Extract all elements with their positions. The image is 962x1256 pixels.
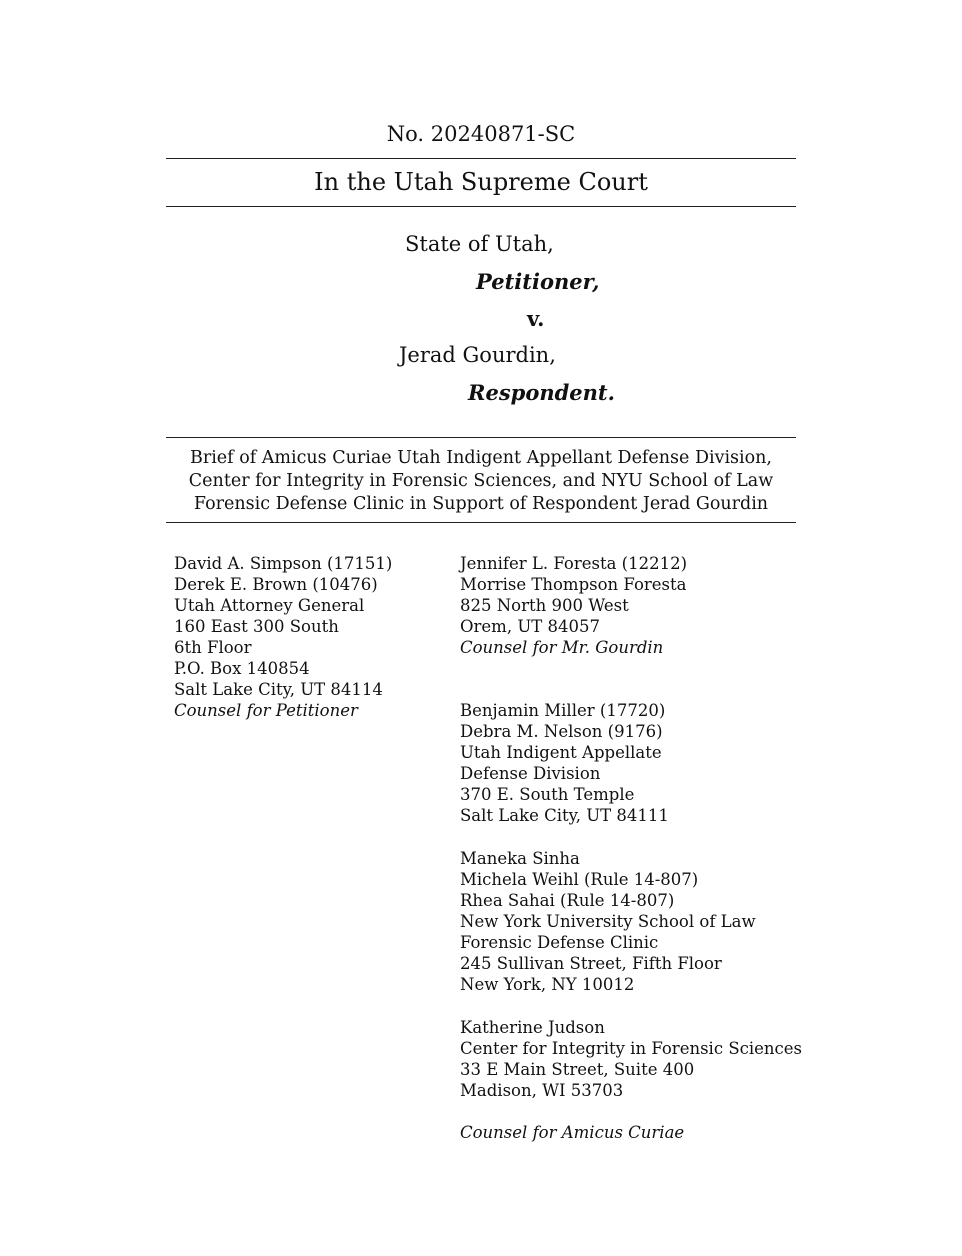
counsel-line: Derek E. Brown (10476) <box>174 575 378 594</box>
counsel-line: Orem, UT 84057 <box>460 617 600 636</box>
counsel-line: Benjamin Miller (17720) <box>460 701 666 720</box>
counsel-line: Utah Attorney General <box>174 596 365 615</box>
respondent-name: Jerad Gourdin, <box>399 343 556 367</box>
counsel-line: P.O. Box 140854 <box>174 659 310 678</box>
versus: v. <box>527 306 545 331</box>
counsel-line: Forensic Defense Clinic <box>460 933 659 952</box>
counsel-line: Morrise Thompson Foresta <box>460 575 687 594</box>
header-rule-bottom <box>166 206 796 207</box>
amicus-counsel-role: Counsel for Amicus Curiae <box>460 1123 685 1142</box>
respondent-counsel-block <box>460 553 687 658</box>
title-rule-bottom <box>166 522 796 523</box>
counsel-line: Center for Integrity in Forensic Sciences <box>460 1039 803 1058</box>
counsel-line: Utah Indigent Appellate <box>460 743 662 762</box>
brief-title-line: Brief of Amicus Curiae Utah Indigent Appellant Defense Division, <box>189 448 772 468</box>
amicus-counsel-group <box>460 1017 802 1101</box>
court-name: In the Utah Supreme Court <box>314 168 648 196</box>
case-number: No. 20240871-SC <box>386 122 576 146</box>
brief-title-line: Forensic Defense Clinic in Support of Respondent Jerad Gourdin <box>193 494 769 514</box>
counsel-line: 6th Floor <box>174 638 252 657</box>
counsel-line: Rhea Sahai (Rule 14-807) <box>460 891 675 910</box>
counsel-line: 245 Sullivan Street, Fifth Floor <box>460 954 722 973</box>
counsel-line: 825 North 900 West <box>460 596 629 615</box>
counsel-line: David A. Simpson (17151) <box>174 554 393 573</box>
respondent-counsel-role: Counsel for Mr. Gourdin <box>460 638 664 657</box>
brief-title <box>166 447 796 516</box>
counsel-line: Madison, WI 53703 <box>460 1081 624 1100</box>
amicus-counsel-group <box>460 848 756 995</box>
counsel-line: 160 East 300 South <box>174 617 339 636</box>
counsel-line: Michela Weihl (Rule 14-807) <box>460 870 699 889</box>
counsel-line: Defense Division <box>460 764 601 783</box>
counsel-line: Katherine Judson <box>460 1018 605 1037</box>
petitioner-counsel-role: Counsel for Petitioner <box>174 701 358 720</box>
respondent-role: Respondent. <box>468 380 615 405</box>
counsel-line: New York, NY 10012 <box>460 975 635 994</box>
counsel-line: 33 E Main Street, Suite 400 <box>460 1060 695 1079</box>
petitioner-role: Petitioner, <box>476 269 600 294</box>
amicus-counsel-group <box>460 700 669 826</box>
counsel-line: Debra M. Nelson (9176) <box>460 722 663 741</box>
counsel-line: Maneka Sinha <box>460 849 580 868</box>
counsel-line: New York University School of Law <box>460 912 756 931</box>
header-rule-top <box>166 158 796 159</box>
petitioner-counsel-block <box>174 553 392 721</box>
petitioner-name: State of Utah, <box>405 232 554 256</box>
title-rule-top <box>166 437 796 438</box>
brief-title-line: Center for Integrity in Forensic Sciences, and NYU School of Law <box>188 471 774 491</box>
counsel-line: Salt Lake City, UT 84114 <box>174 680 383 699</box>
counsel-line: Salt Lake City, UT 84111 <box>460 806 669 825</box>
counsel-line: Jennifer L. Foresta (12212) <box>460 554 688 573</box>
counsel-line: 370 E. South Temple <box>460 785 635 804</box>
